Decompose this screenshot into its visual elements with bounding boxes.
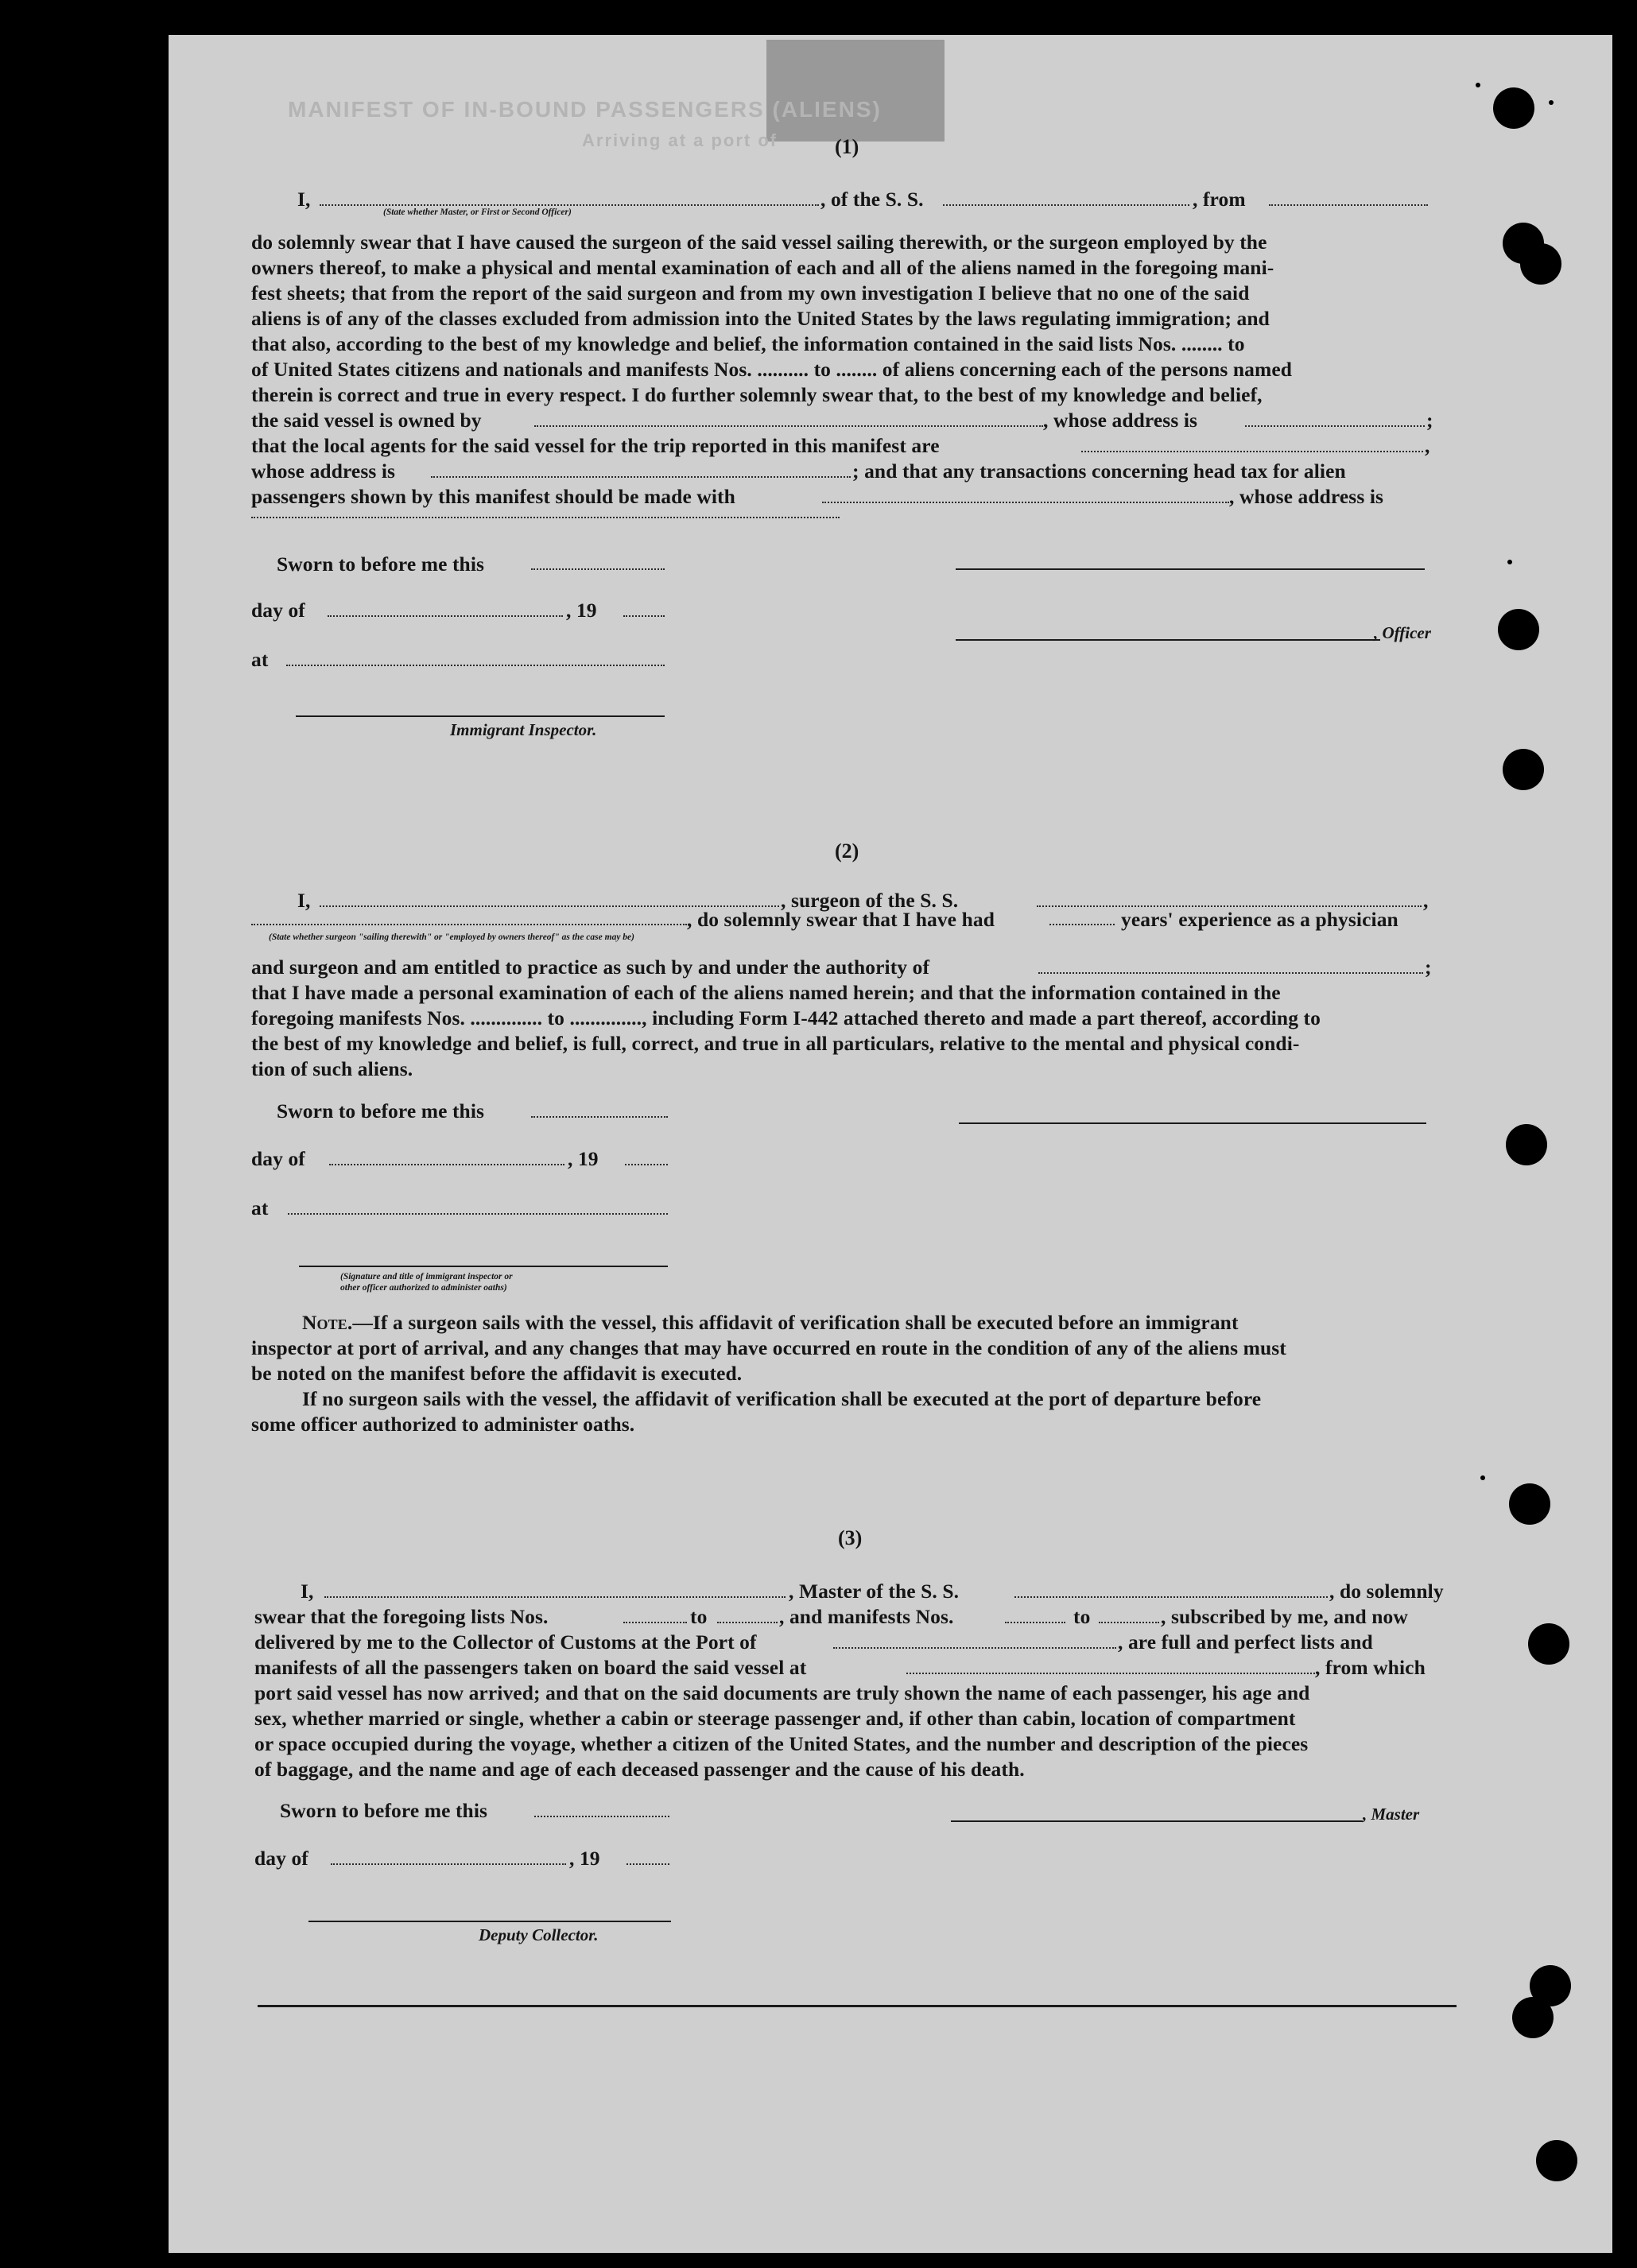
- punch-hole: [1509, 1483, 1550, 1525]
- speck: [1480, 1475, 1485, 1480]
- s2-sworn-text: Sworn to before me this: [277, 1099, 485, 1122]
- bleed-through-subtitle: Arriving at a port of: [582, 130, 778, 150]
- s3-collector-text: delivered by me to the Collector of Customs at the Port of: [254, 1630, 757, 1654]
- s2-sworn-day-field[interactable]: [531, 1116, 668, 1118]
- s1-from-text: , from: [1193, 188, 1246, 211]
- punch-hole: [1512, 1997, 1554, 2038]
- s3-deputy-label: Deputy Collector.: [479, 1925, 599, 1944]
- s2-at-text: at: [251, 1196, 269, 1219]
- s3-solemnly-text: , do solemnly: [1329, 1580, 1444, 1603]
- s2-note-line-4: If no surgeon sails with the vessel, the affidavit of verification shall be executed at the port of departure before: [302, 1387, 1262, 1410]
- speck: [1507, 560, 1512, 564]
- s2-years-experience-text: years' experience as a physician: [1121, 908, 1398, 931]
- s2-note-line-2: inspector at port of arrival, and any changes that may have occurred en route in the condition of any of the aliens must: [251, 1336, 1286, 1359]
- s2-note-line-3: be noted on the manifest before the affidavit is executed.: [251, 1362, 743, 1385]
- s1-head-tax-text: ; and that any transactions concerning head tax for alien: [852, 459, 1346, 483]
- punch-hole: [1528, 1623, 1569, 1665]
- s1-sworn-text: Sworn to before me this: [277, 552, 485, 576]
- s1-officer-line[interactable]: [956, 639, 1380, 641]
- s1-local-agents-field[interactable]: [1081, 451, 1423, 452]
- s2-sig-note-1: (Signature and title of immigrant inspector or: [340, 1272, 513, 1281]
- s2-years-field[interactable]: [1049, 924, 1115, 925]
- s3-nineteen-text: , 19: [569, 1847, 600, 1870]
- s3-vessel-field[interactable]: [1014, 1596, 1328, 1598]
- s3-list-from-field[interactable]: [623, 1622, 687, 1623]
- s2-authority-field[interactable]: [1038, 972, 1423, 974]
- s3-taken-on-board-text: manifests of all the passengers taken on board the said vessel at: [254, 1656, 807, 1679]
- s3-body-line-2: sex, whether married or single, whether a cabin or steerage passenger and, if other than cabin, location of compartment: [254, 1707, 1296, 1730]
- s1-signature-line[interactable]: [956, 568, 1425, 570]
- s1-whose-address-text: whose address is: [251, 459, 396, 483]
- s2-line-i: I,: [297, 889, 311, 912]
- s2-inspector-line[interactable]: [299, 1266, 668, 1267]
- s2-authority-text: and surgeon and am entitled to practice as such by and under the authority of: [251, 956, 930, 979]
- s1-body-line-3: fest sheets; that from the report of the said surgeon and from my own investigation I believe that no one of the said: [251, 281, 1250, 304]
- s1-from-port-field[interactable]: [1269, 204, 1428, 206]
- s1-agent-address-field[interactable]: [431, 476, 851, 478]
- s2-body-line-3: the best of my knowledge and belief, is full, correct, and true in all particulars, relative to the mental and physical condi-: [251, 1032, 1300, 1055]
- s3-sworn-day-field[interactable]: [534, 1816, 669, 1817]
- s1-officer-label: , Officer: [1374, 623, 1431, 642]
- s1-day-of-text: day of: [251, 599, 305, 622]
- s2-body-line-4: tion of such aliens.: [251, 1057, 413, 1080]
- s1-vessel-name-field[interactable]: [943, 204, 1189, 206]
- s1-local-agents-text: that the local agents for the said vessel for the trip reported in this manifest are: [251, 434, 940, 457]
- s1-of-ss-text: , of the S. S.: [820, 188, 924, 211]
- section-2-heading: (2): [835, 839, 859, 863]
- s2-note-line-5: some officer authorized to administer oaths.: [251, 1413, 635, 1436]
- section-3-heading: (3): [838, 1526, 863, 1549]
- section-1-heading: (1): [835, 135, 859, 158]
- s1-owner-field[interactable]: [534, 425, 1043, 427]
- speck: [1476, 83, 1480, 87]
- s1-body-line-1: do solemnly swear that I have caused the surgeon of the said vessel sailing therewith, or the surgeon employed by the: [251, 231, 1267, 254]
- punch-hole: [1498, 609, 1539, 650]
- s2-at-place-field[interactable]: [288, 1213, 668, 1215]
- s2-sig-note-2: other officer authorized to administer oaths): [340, 1283, 507, 1293]
- s1-inspector-line[interactable]: [296, 715, 665, 717]
- s2-solemnly-swear-text: , do solemnly swear that I have had: [687, 908, 995, 931]
- s1-officer-rank-note: (State whether Master, or First or Second Officer): [383, 207, 572, 217]
- punch-hole: [1506, 1124, 1547, 1165]
- s1-inspector-label: Immigrant Inspector.: [450, 720, 597, 739]
- s2-sailing-status-field[interactable]: [251, 924, 687, 925]
- s2-note-line-1: Note.—If a surgeon sails with the vessel, this affidavit of verification shall be executed before an immigrant: [302, 1311, 1239, 1334]
- s2-surgeon-of-text: , surgeon of the S. S.: [781, 889, 959, 912]
- s1-party-address-field[interactable]: [251, 517, 840, 518]
- punch-hole: [1493, 87, 1534, 129]
- punch-hole: [1536, 2140, 1577, 2181]
- s2-year-field[interactable]: [625, 1164, 668, 1165]
- s1-sworn-day-field[interactable]: [531, 568, 665, 570]
- s3-deputy-line[interactable]: [308, 1921, 671, 1922]
- s1-whose-address-is-text: , whose address is: [1229, 485, 1384, 508]
- s3-from-which-text: , from which: [1315, 1656, 1426, 1679]
- s1-body-line-4: aliens is of any of the classes excluded from admission into the United States by the laws regulating immigration; and: [251, 307, 1270, 330]
- s1-line-i: I,: [297, 188, 311, 211]
- s3-year-field[interactable]: [626, 1863, 669, 1865]
- s2-body-line-1: that I have made a personal examination of each of the aliens named herein; and that the information contained in the: [251, 981, 1281, 1004]
- s2-status-note: (State whether surgeon "sailing therewith" or "employed by owners thereof" as the case may be): [269, 932, 634, 942]
- s3-manifest-to-field[interactable]: [1099, 1622, 1159, 1623]
- s2-body-line-2: foregoing manifests Nos. .............. to .............., including Form I-442 attached thereto and made a part thereof, according to: [251, 1006, 1321, 1029]
- s3-month-field[interactable]: [331, 1863, 566, 1865]
- s1-head-tax-party-field[interactable]: [822, 502, 1229, 503]
- s3-master-name-field[interactable]: [324, 1596, 786, 1598]
- s3-manifests-text: , and manifests Nos.: [779, 1605, 954, 1628]
- bleed-through-title: MANIFEST OF IN-BOUND PASSENGERS (ALIENS): [288, 97, 882, 122]
- s3-manifest-from-field[interactable]: [1005, 1622, 1065, 1623]
- s1-passengers-text: passengers shown by this manifest should be made with: [251, 485, 735, 508]
- s1-at-place-field[interactable]: [286, 665, 665, 666]
- s1-owned-by-text: the said vessel is owned by: [251, 409, 482, 432]
- s1-comma: ,: [1425, 434, 1430, 457]
- s2-month-field[interactable]: [329, 1164, 564, 1165]
- s1-body-line-2: owners thereof, to make a physical and mental examination of each and all of the aliens named in the foregoing mani-: [251, 256, 1274, 279]
- s1-body-line-5: that also, according to the best of my knowledge and belief, the information contained in the said lists Nos. ........ to: [251, 332, 1245, 355]
- s3-perfect-lists-text: , are full and perfect lists and: [1118, 1630, 1373, 1654]
- s3-body-line-4: of baggage, and the name and age of each deceased passenger and the cause of his death.: [254, 1758, 1025, 1781]
- s3-lists-text: swear that the foregoing lists Nos.: [254, 1605, 549, 1628]
- s1-owner-address-text: , whose address is: [1043, 409, 1198, 432]
- s3-to-text-1: to: [690, 1605, 708, 1628]
- s3-body-line-3: or space occupied during the voyage, whether a citizen of the United States, and the number and description of the pieces: [254, 1732, 1309, 1755]
- s3-body-line-1: port said vessel has now arrived; and that on the said documents are truly shown the name of each passenger, his age and: [254, 1681, 1310, 1704]
- punch-hole: [1520, 243, 1561, 285]
- s2-semicolon: ;: [1425, 956, 1432, 979]
- s3-day-of-text: day of: [254, 1847, 308, 1870]
- s1-body-line-7: therein is correct and true in every respect. I do further solemnly swear that, to the best of my knowledge and belief,: [251, 383, 1263, 406]
- s3-line-i: I,: [301, 1580, 314, 1603]
- s3-master-signature-line[interactable]: [951, 1820, 1363, 1822]
- s3-list-to-field[interactable]: [717, 1622, 778, 1623]
- s1-semicolon: ;: [1426, 409, 1433, 432]
- s2-signature-line[interactable]: [959, 1122, 1426, 1124]
- s3-port-field[interactable]: [833, 1647, 1116, 1649]
- s3-to-text-2: to: [1073, 1605, 1091, 1628]
- s1-owner-address-field[interactable]: [1245, 425, 1425, 427]
- punch-hole: [1503, 749, 1544, 790]
- s1-nineteen-text: , 19: [566, 599, 597, 622]
- s1-body-line-6: of United States citizens and nationals and manifests Nos. .......... to ........ of aliens concerning each of the persons named: [251, 358, 1293, 381]
- s3-master-label: , Master: [1363, 1805, 1420, 1824]
- torn-paper-patch: [766, 40, 945, 142]
- s1-year-field[interactable]: [623, 615, 665, 617]
- s1-month-field[interactable]: [328, 615, 563, 617]
- s2-day-of-text: day of: [251, 1147, 305, 1170]
- s3-subscribed-text: , subscribed by me, and now: [1161, 1605, 1408, 1628]
- s2-nineteen-text: , 19: [568, 1147, 599, 1170]
- s1-at-text: at: [251, 648, 269, 671]
- speck: [1549, 100, 1554, 105]
- s2-comma: ,: [1423, 889, 1429, 912]
- bottom-rule: [258, 2005, 1457, 2007]
- s3-embark-port-field[interactable]: [906, 1673, 1315, 1674]
- s3-master-of-text: , Master of the S. S.: [789, 1580, 960, 1603]
- s3-sworn-text: Sworn to before me this: [280, 1799, 488, 1822]
- manifest-affidavit-page: [169, 35, 1612, 2253]
- s1-officer-rank-field[interactable]: [320, 204, 819, 206]
